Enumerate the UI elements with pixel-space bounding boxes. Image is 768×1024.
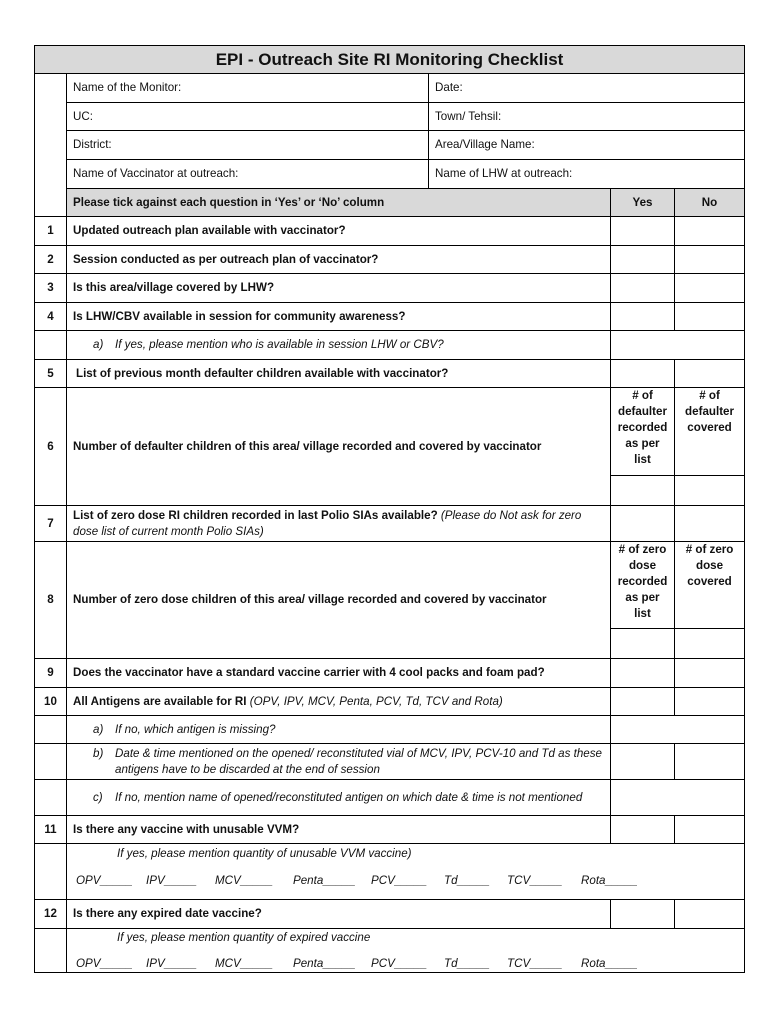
mcv-blank[interactable]: MCV_____	[215, 957, 274, 970]
yes-column-header: Yes	[611, 189, 675, 217]
question-number: 12	[35, 900, 67, 929]
pcv-blank[interactable]: PCV_____	[371, 957, 428, 970]
blank-number-cell	[35, 744, 67, 780]
vaccine-list[interactable]	[76, 956, 738, 972]
yes-checkbox[interactable]	[611, 744, 675, 780]
ipv-blank[interactable]: IPV_____	[146, 874, 197, 887]
no-checkbox[interactable]	[675, 360, 745, 388]
question-text: Is there any vaccine with unusable VVM?	[67, 816, 611, 844]
defaulter-recorded-header: # of defaulter recorded as per list	[611, 388, 675, 476]
question-number: 6	[35, 388, 67, 506]
yes-checkbox[interactable]	[611, 246, 675, 274]
page-title: EPI - Outreach Site RI Monitoring Checklist	[35, 46, 745, 74]
yes-checkbox[interactable]	[611, 659, 675, 688]
question-note: (OPV, IPV, MCV, Penta, PCV, Td, TCV and Rota)	[249, 694, 503, 708]
district-field[interactable]: District:	[67, 131, 429, 160]
opv-blank[interactable]: OPV_____	[76, 957, 133, 970]
question-text: Is LHW/CBV available in session for community awareness?	[67, 303, 611, 331]
no-checkbox[interactable]	[675, 816, 745, 844]
no-checkbox[interactable]	[675, 246, 745, 274]
zero-dose-recorded-header: # of zero dose recorded as per list	[611, 542, 675, 629]
no-checkbox[interactable]	[675, 900, 745, 929]
blank-number-cell	[35, 716, 67, 744]
yes-checkbox[interactable]	[611, 217, 675, 246]
sub-question-text: If no, which antigen is missing?	[115, 722, 276, 736]
tcv-blank[interactable]: TCV_____	[507, 957, 563, 970]
town-tehsil-field[interactable]: Town/ Tehsil:	[429, 103, 745, 131]
question-number: 3	[35, 274, 67, 303]
question-text: Session conducted as per outreach plan of vaccinator?	[67, 246, 611, 274]
no-column-header: No	[675, 189, 745, 217]
tcv-blank[interactable]: TCV_____	[507, 874, 563, 887]
sub-question-label: a)	[93, 338, 104, 351]
monitor-name-field[interactable]: Name of the Monitor:	[67, 74, 429, 103]
td-blank[interactable]: Td_____	[444, 957, 490, 970]
td-blank[interactable]: Td_____	[444, 874, 490, 887]
lhw-name-field[interactable]: Name of LHW at outreach:	[429, 160, 745, 189]
blank-number-cell	[35, 331, 67, 360]
mcv-blank[interactable]: MCV_____	[215, 874, 274, 887]
question-text: Is there any expired date vaccine?	[67, 900, 611, 929]
answer-field[interactable]	[611, 331, 745, 360]
vaccine-list[interactable]	[76, 873, 738, 889]
sub-question	[67, 716, 611, 744]
sub-question-text: If yes, please mention quantity of expired vaccine	[117, 931, 371, 944]
instruction-header: Please tick against each question in ‘Yes’ or ‘No’ column	[67, 189, 611, 217]
rota-blank[interactable]: Rota_____	[581, 957, 638, 970]
yes-checkbox[interactable]	[611, 360, 675, 388]
question-note: (Please do Not ask for zero dose list of current month Polio SIAs)	[73, 508, 582, 538]
question-text	[67, 506, 611, 542]
question-text: Updated outreach plan available with vaccinator?	[67, 217, 611, 246]
yes-checkbox[interactable]	[611, 506, 675, 542]
question-number: 7	[35, 506, 67, 542]
answer-field[interactable]	[611, 780, 745, 816]
blank-number-cell	[35, 929, 67, 973]
sub-question	[67, 331, 611, 360]
no-checkbox[interactable]	[675, 274, 745, 303]
blank-number-cell	[35, 780, 67, 816]
penta-blank[interactable]: Penta_____	[293, 957, 356, 970]
sub-question-text: If yes, please mention quantity of unusable VVM vaccine)	[117, 847, 412, 860]
blank-number-cell	[35, 844, 67, 900]
question-number: 2	[35, 246, 67, 274]
question-main-text: All Antigens are available for RI	[73, 694, 247, 708]
question-number: 10	[35, 688, 67, 716]
sub-question-label: a)	[93, 722, 104, 736]
checklist-table	[34, 45, 745, 973]
no-checkbox[interactable]	[675, 659, 745, 688]
question-text: List of previous month defaulter children available with vaccinator?	[67, 360, 611, 388]
sub-question-text: If no, mention name of opened/reconstituted antigen on which date & time is not mentioned	[115, 790, 583, 804]
question-text	[67, 688, 611, 716]
question-number: 9	[35, 659, 67, 688]
uc-field[interactable]: UC:	[67, 103, 429, 131]
question-text: Is this area/village covered by LHW?	[67, 274, 611, 303]
vaccine-quantity-block	[67, 844, 745, 900]
question-number: 5	[35, 360, 67, 388]
question-main-text: List of zero dose RI children recorded in last Polio SIAs available?	[73, 508, 438, 522]
blank-number-cell	[35, 74, 67, 217]
zero-dose-covered-header: # of zero dose covered	[675, 542, 745, 629]
defaulter-covered-header: # of defaulter covered	[675, 388, 745, 476]
no-checkbox[interactable]	[675, 506, 745, 542]
question-number: 8	[35, 542, 67, 659]
sub-question-label: c)	[93, 790, 103, 804]
zero-dose-recorded-input[interactable]	[611, 629, 675, 659]
rota-blank[interactable]: Rota_____	[581, 874, 638, 887]
question-text: Number of zero dose children of this area/ village recorded and covered by vaccinator	[67, 542, 611, 659]
yes-checkbox[interactable]	[611, 274, 675, 303]
sub-question-text: If yes, please mention who is available in session LHW or CBV?	[115, 338, 444, 351]
ipv-blank[interactable]: IPV_____	[146, 957, 197, 970]
yes-checkbox[interactable]	[611, 900, 675, 929]
sub-question-label: b)	[93, 746, 104, 760]
penta-blank[interactable]: Penta_____	[293, 874, 356, 887]
date-field[interactable]: Date:	[429, 74, 745, 103]
yes-checkbox[interactable]	[611, 303, 675, 331]
question-number: 1	[35, 217, 67, 246]
defaulter-recorded-input[interactable]	[611, 476, 675, 506]
area-village-field[interactable]: Area/Village Name:	[429, 131, 745, 160]
yes-checkbox[interactable]	[611, 688, 675, 716]
answer-field[interactable]	[611, 716, 745, 744]
no-checkbox[interactable]	[675, 303, 745, 331]
question-text: Number of defaulter children of this area/ village recorded and covered by vaccinator	[67, 388, 611, 506]
sub-question	[67, 780, 611, 816]
no-checkbox[interactable]	[675, 688, 745, 716]
opv-blank[interactable]: OPV_____	[76, 874, 133, 887]
defaulter-covered-input[interactable]	[675, 476, 745, 506]
question-number: 11	[35, 816, 67, 844]
question-number: 4	[35, 303, 67, 331]
no-checkbox[interactable]	[675, 217, 745, 246]
no-checkbox[interactable]	[675, 744, 745, 780]
zero-dose-covered-input[interactable]	[675, 629, 745, 659]
sub-question-text: Date & time mentioned on the opened/ reconstituted vial of MCV, IPV, PCV-10 and Td as these antigens have to be discarded at the end of session	[115, 746, 602, 776]
pcv-blank[interactable]: PCV_____	[371, 874, 428, 887]
yes-checkbox[interactable]	[611, 816, 675, 844]
vaccinator-name-field[interactable]: Name of Vaccinator at outreach:	[67, 160, 429, 189]
question-text: Does the vaccinator have a standard vaccine carrier with 4 cool packs and foam pad?	[67, 659, 611, 688]
vaccine-quantity-block	[67, 929, 745, 973]
sub-question	[67, 744, 611, 780]
